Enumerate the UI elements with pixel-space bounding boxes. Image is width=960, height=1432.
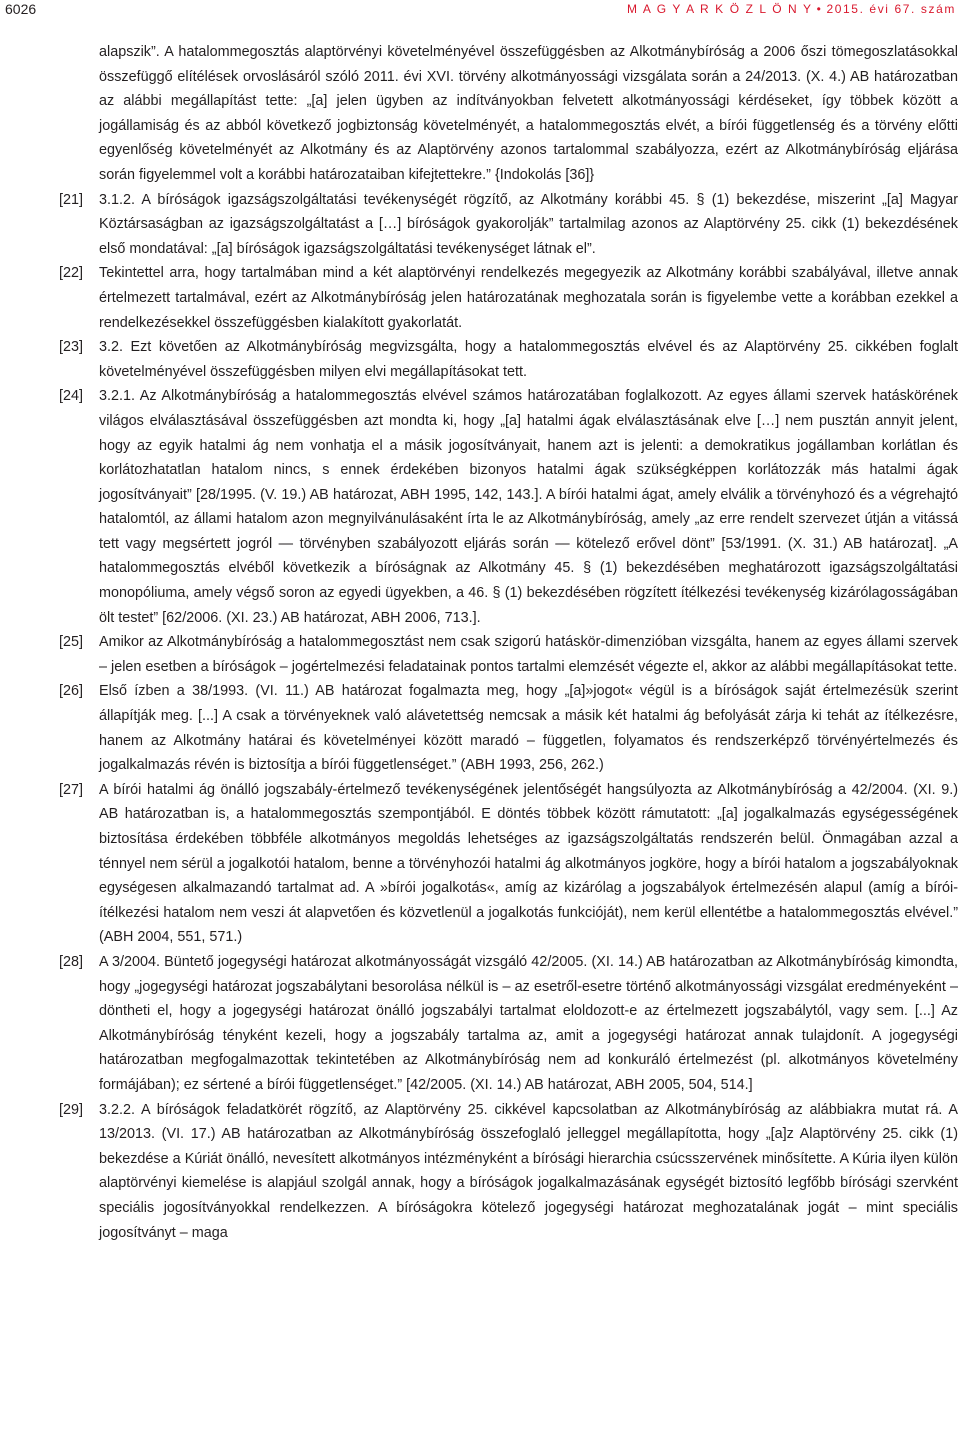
paragraph-text: 3.2.1. Az Alkotmánybíróság a hatalommegosztás elvével számos határozatában foglalkozott. Az egyes állami szervek hatáskörének világos elválasztásával összefüggésben azt mondta ki, hogy „[a] hatalmi ágak elválasztásának elve […] nem pusztán annyit jelent, hogy az egyik hatalmi ág nem vonhatja el a másik jogosítványait, hanem azt is jelenti: a demokratikus jogállamban korlátlan és korlátozhatatlan hatalom nincs, s ennek érdekében bizonyos hatalmi ágak szükségképpen korlátozzák más hatalmi ágak jogosítványait” [28/1995. (V. 19.) AB határozat, ABH 1995, 142, 143.]. A bírói hatalmi ágat, amely elválik a törvényhozó és a végrehajtó hatalomtól, az állami hatalom azon megnyilvánulásaként írta le az Alkotmánybíróság, amely „az erre rendelt szervezet útján a vitássá tett vagy megsértett jogról — törvényben szabályozott eljárás során — kötelező erővel dönt” [53/1991. (X. 31.) AB határozat]. „A hatalommegosztás elvéből következik a bíróságnak az Alkotmány 45. § (1) bekezdésében meghatározott igazságszolgáltatási monopóliuma, amely végső soron az egyedi ügyekben, a 46. § (1) bekezdésében rögzített ítélkezési tevékenység kizárólagosságában ölt testet” [62/2006. (XI. 23.) AB határozat, ABH 2006, 713.]. [99, 388, 958, 626]
paragraph-text: 3.2. Ezt követően az Alkotmánybíróság megvizsgálta, hogy a hatalommegosztás elvével és az Alaptörvény 25. cikkében foglalt követelményével összefüggésben milyen elvi megállapításokat tett. [99, 339, 958, 380]
issue-label: 2015. évi 67. szám [826, 2, 956, 16]
paragraph-text: Tekintettel arra, hogy tartalmában mind a két alaptörvényi rendelkezés megegyezik az Alkotmány korábbi szabályával, illetve annak értelmezett tartalmával, ezért az Alkotmánybíróság jelen határozatának meghozatala során is figyelembe vette a korábban ezekkel a rendelkezésekkel összefüggésben kialakított gyakorlatát. [99, 265, 958, 331]
paragraph-28 [59, 950, 958, 1098]
paragraph-25 [59, 630, 958, 679]
page-header [0, 0, 960, 22]
paragraph-26 [59, 679, 958, 777]
paragraph-number: [23] [59, 339, 84, 356]
paragraph-22 [59, 261, 958, 335]
publication-header [627, 2, 956, 16]
continued-paragraph [59, 40, 958, 188]
paragraph-text: 3.1.2. A bíróságok igazságszolgáltatási tevékenységét rögzítő, az Alkotmány korábbi 45. § (1) bekezdése, miszerint „[a] Magyar Köztársaságban az igazságszolgáltatást a […] bíróságok gyakorolják” tartalmilag azonos az Alaptörvény 25. cikk (1) bekezdésének első mondatával: „[a] bíróságok igazságszolgáltatási tevékenységet látnak el”. [99, 191, 958, 257]
page-number: 6026 [5, 1, 37, 17]
paragraph-text: Amikor az Alkotmánybíróság a hatalommegosztást nem csak szigorú hatáskör-dimenzióban vizsgálta, hanem az egyes állami szervek – jelen esetben a bíróságok – jogértelmezési feladatainak pontos tartalmi elemzését végezte el, akkor az alábbi megállapításokat tette. [99, 634, 958, 675]
paragraph-23 [59, 335, 958, 384]
paragraph-29 [59, 1098, 958, 1246]
paragraph-text: alapszik”. A hatalommegosztás alaptörvényi követelményével összefüggésben az Alkotmánybíróság a 2006 őszi tömegoszlatásokkal összefüggő elítélések orvoslásáról szóló 2011. évi XVI. törvény alkotmányossági vizsgálata során a 24/2013. (X. 4.) AB határozatban az alábbi megállapítást tette: „[a] jelen ügyben az indítványokban felvetett alkotmányossági kérdéseket, így többek között a jogállamiság és az abból következő jogbiztonság követelményét, a hatalommegosztás elvét, a bírói függetlenség és a törvény előtti egyenlőség követelményét az Alkotmány és az Alaptörvény azonos tartalommal szabályozza, ezért az Alkotmánybíróság eljárása során figyelemmel volt a korábbi határozataiban kifejtettekre.” {Indokolás [36]} [99, 44, 958, 183]
paragraph-number: [27] [59, 781, 84, 798]
paragraph-text: A bírói hatalmi ág önálló jogszabály-értelmező tevékenységének jelentőségét hangsúlyozta az Alkotmánybíróság a 42/2004. (XI. 9.) AB határozatban is, a hatalommegosztás szempontjából. E döntés többek között rámutatott: „[a] jogalkalmazás egységességének biztosítása érdekében többféle alkotmányos megoldás lehetséges az igazságszolgáltatás rendszerén belül. Önmagában azzal a ténnyel nem sérül a jogalkotói hatalom, benne a törvényhozói hatalmi ág alkotmányos jogköre, hogy a bírói hatalom a jogszabályoknak egységesen alkalmazandó tartalmat ad. A »bírói jogalkotás«, amíg az kizárólag a jogszabályok értelmezésén alapul (amíg a bírói-ítélkezési hatalom nem veszi át alapvetően és közvetlenül a jogalkotás funkcióját), nem kerül ellentétbe a hatalommegosztás elvével.” (ABH 2004, 551, 571.) [99, 781, 958, 946]
paragraph-number: [24] [59, 388, 84, 405]
paragraph-27 [59, 778, 958, 950]
header-separator: • [816, 2, 823, 16]
paragraph-text: 3.2.2. A bíróságok feladatkörét rögzítő, az Alaptörvény 25. cikkével kapcsolatban az Alkotmánybíróság az alábbiakra mutat rá. A 13/2013. (VI. 17.) AB határozatban az Alkotmánybíróság összefoglaló jelleggel megállapította, hogy „[a]z Alaptörvény 25. cikk (1) bekezdése a Kúriát önálló, nevesített alkotmányos intézményként a bírósági hierarchia csúcsszervének minősítette. A Kúria ilyen külön alaptörvényi kiemelése is alapjául szolgál annak, hogy a bíróságok jogalkalmazásának egységét biztosító legfőbb bírósági szervként speciális jogosítványokkal rendelkezzen. A bíróságokra kötelező jogegységi határozat meghozatalának jogát – mint speciális jogosítványt – maga [99, 1101, 958, 1241]
paragraph-number: [28] [59, 953, 84, 970]
paragraph-number: [22] [59, 265, 84, 282]
paragraph-number-empty [59, 40, 99, 188]
paragraph-number: [26] [59, 683, 84, 700]
paragraph-text: A 3/2004. Büntető jogegységi határozat alkotmányosságát vizsgáló 42/2005. (XI. 14.) AB határozatban az Alkotmánybíróság kimondta, hogy „jogegységi határozat jogszabálytani besorolása nélkül is – az esetről-esetre történő alkotmányossági vizsgálat eredményeként – döntheti el, hogy a jogegységi határozat önálló jogszabályi tartalmat eloldozott-e az értelmezett jogszabálytól, vagy sem. [...] Az Alkotmánybíróság tényként kezeli, hogy a jogszabály tartalma az, amit a jogegységi határozat annak tulajdonít. A jogegységi határozatban megfogalmazottak tekintetében az Alkotmánybíróság nem ad konkuráló értelmezést (pl. alkotmányos követelmény formájában); ez sértené a bírói függetlenséget.” [42/2005. (XI. 14.) AB határozat, ABH 2005, 504, 514.] [99, 953, 958, 1093]
paragraph-21 [59, 188, 958, 262]
publication-title: M A G Y A R K Ö Z L Ö N Y [627, 2, 813, 16]
paragraph-number: [21] [59, 191, 84, 208]
paragraph-number: [25] [59, 634, 84, 651]
paragraph-number: [29] [59, 1101, 84, 1118]
paragraph-24 [59, 384, 958, 630]
document-body [59, 40, 958, 1245]
paragraph-text: Első ízben a 38/1993. (VI. 11.) AB határozat fogalmazta meg, hogy „[a]»jogot« végül is a bíróságok saját értelmezésük szerint állapítják meg. [...] A csak a törvényeknek való alávetettség nemcsak a másik két hatalmi ág befolyását zárja ki tehát az ítélkezésre, hanem az Alkotmány határai és követelményei között maradó – független, folyamatos és rendszerképző törvényértelmezés és jogalkalmazás révén is biztosítja a bírói függetlenséget.” (ABH 1993, 256, 262.) [99, 683, 958, 774]
